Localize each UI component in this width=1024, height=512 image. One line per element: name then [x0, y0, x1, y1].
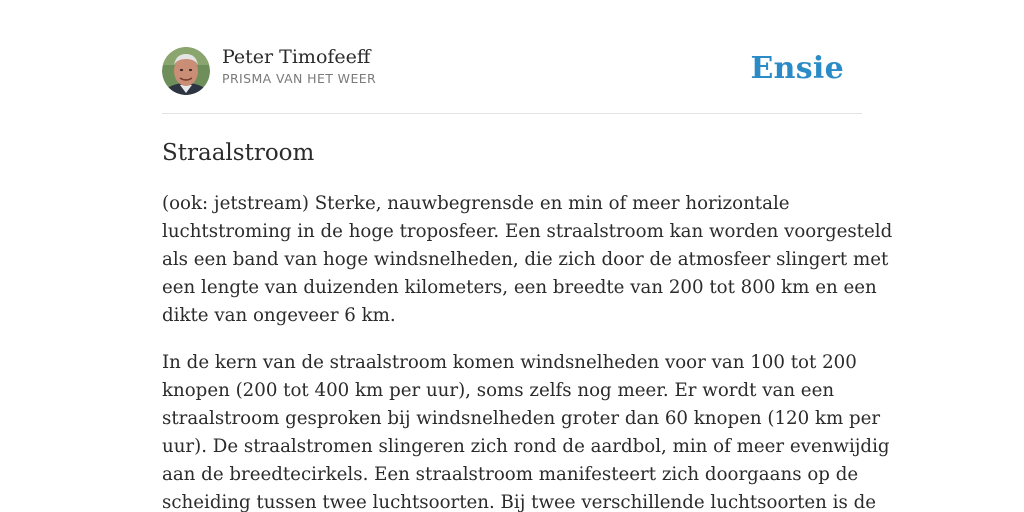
paragraph-line: aan de breedtecirkels. Een straalstroom manifesteert zich doorgaans op de — [162, 464, 859, 485]
brand-logo[interactable]: Ensie — [750, 51, 844, 86]
author-name[interactable]: Peter Timofeeff — [222, 46, 371, 68]
avatar-photo-icon — [162, 47, 210, 95]
author-source[interactable]: PRISMA VAN HET WEER — [222, 71, 377, 86]
article-paragraph-1 — [162, 190, 893, 330]
paragraph-line: luchtstroming in de hoge troposfeer. Een straalstroom kan worden voorgesteld — [162, 221, 893, 242]
paragraph-line: uur). De straalstromen slingeren zich rond de aardbol, min of meer evenwijdig — [162, 436, 890, 457]
paragraph-line: scheiding tussen twee luchtsoorten. Bij twee verschillende luchtsoorten is de — [162, 492, 876, 512]
author-avatar[interactable] — [162, 47, 210, 95]
paragraph-line: straalstroom gesproken bij windsnelheden groter dan 60 knopen (120 km per — [162, 408, 881, 429]
article-paragraph-2 — [162, 349, 890, 512]
author-header — [162, 0, 862, 114]
paragraph-line: knopen (200 tot 400 km per uur), soms zelfs nog meer. Er wordt van een — [162, 380, 835, 401]
author-info — [222, 45, 376, 87]
content-container — [162, 0, 893, 512]
paragraph-line: een lengte van duizenden kilometers, een breedte van 200 tot 800 km en een — [162, 277, 877, 298]
article-title: Straalstroom — [162, 140, 315, 166]
paragraph-line: In de kern van de straalstroom komen windsnelheden voor van 100 tot 200 — [162, 352, 857, 373]
paragraph-line: dikte van ongeveer 6 km. — [162, 305, 396, 326]
paragraph-line: (ook: jetstream) Sterke, nauwbegrensde en min of meer horizontale — [162, 193, 790, 214]
paragraph-line: als een band van hoge windsnelheden, die zich door de atmosfeer slingert met — [162, 249, 889, 270]
